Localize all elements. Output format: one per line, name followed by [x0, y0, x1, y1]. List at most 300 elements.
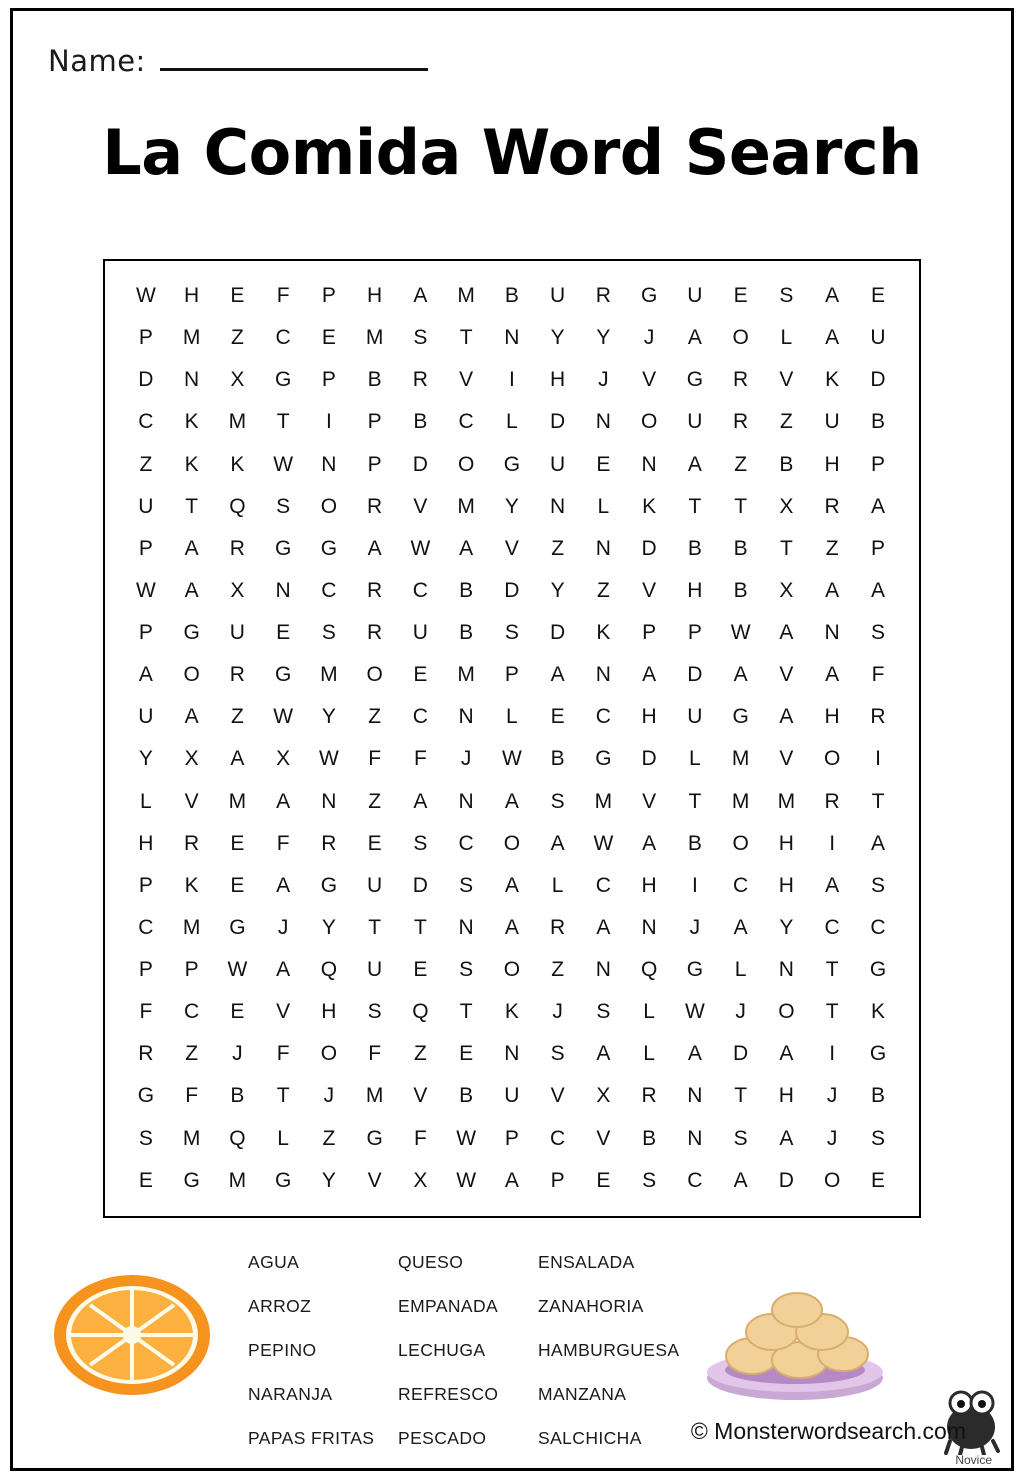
- grid-cell[interactable]: N: [687, 1126, 703, 1150]
- grid-cell[interactable]: A: [642, 663, 657, 687]
- grid-cell[interactable]: O: [503, 958, 521, 982]
- grid-cell[interactable]: Z: [596, 578, 610, 602]
- grid-cell[interactable]: C: [824, 915, 840, 939]
- grid-cell[interactable]: T: [185, 494, 199, 518]
- grid-cell[interactable]: A: [504, 789, 519, 813]
- grid-cell[interactable]: E: [321, 326, 336, 350]
- grid-cell[interactable]: A: [825, 663, 840, 687]
- grid-cell[interactable]: Y: [321, 915, 336, 939]
- grid-cell[interactable]: P: [687, 621, 702, 645]
- grid-cell[interactable]: S: [870, 873, 885, 897]
- grid-cell[interactable]: A: [596, 915, 611, 939]
- grid-cell[interactable]: A: [870, 494, 885, 518]
- grid-cell[interactable]: Y: [138, 747, 153, 771]
- grid-cell[interactable]: J: [826, 1084, 838, 1108]
- grid-cell[interactable]: V: [504, 536, 519, 560]
- grid-cell[interactable]: T: [734, 1084, 748, 1108]
- grid-cell[interactable]: A: [413, 789, 428, 813]
- grid-cell[interactable]: S: [550, 789, 565, 813]
- grid-cell[interactable]: A: [779, 621, 794, 645]
- grid-cell[interactable]: F: [276, 284, 290, 308]
- grid-cell[interactable]: P: [138, 326, 153, 350]
- grid-cell[interactable]: J: [643, 326, 655, 350]
- grid-cell[interactable]: A: [825, 284, 840, 308]
- grid-cell[interactable]: N: [458, 915, 474, 939]
- grid-cell[interactable]: D: [504, 578, 520, 602]
- grid-cell[interactable]: L: [551, 873, 564, 897]
- grid-cell[interactable]: M: [777, 789, 796, 813]
- grid-cell[interactable]: T: [688, 494, 702, 518]
- grid-cell[interactable]: M: [228, 789, 247, 813]
- grid-cell[interactable]: Z: [230, 705, 244, 729]
- grid-cell[interactable]: A: [504, 873, 519, 897]
- grid-cell[interactable]: O: [457, 452, 475, 476]
- grid-cell[interactable]: Q: [412, 1000, 429, 1024]
- grid-cell[interactable]: W: [593, 831, 614, 855]
- grid-cell[interactable]: W: [273, 705, 294, 729]
- grid-cell[interactable]: T: [779, 536, 793, 560]
- grid-cell[interactable]: A: [504, 1168, 519, 1192]
- grid-cell[interactable]: Z: [230, 326, 244, 350]
- grid-cell[interactable]: N: [595, 410, 611, 434]
- grid-cell[interactable]: S: [413, 326, 428, 350]
- grid-cell[interactable]: R: [321, 831, 337, 855]
- grid-cell[interactable]: T: [734, 494, 748, 518]
- grid-cell[interactable]: U: [229, 621, 245, 645]
- grid-cell[interactable]: U: [367, 873, 383, 897]
- grid-cell[interactable]: P: [321, 284, 336, 308]
- grid-cell[interactable]: O: [503, 831, 521, 855]
- grid-cell[interactable]: E: [230, 1000, 245, 1024]
- grid-cell[interactable]: G: [274, 663, 292, 687]
- grid-cell[interactable]: C: [595, 873, 611, 897]
- grid-cell[interactable]: B: [687, 831, 702, 855]
- grid-cell[interactable]: P: [870, 536, 885, 560]
- grid-cell[interactable]: V: [642, 789, 657, 813]
- grid-cell[interactable]: M: [457, 284, 475, 308]
- grid-cell[interactable]: D: [412, 452, 428, 476]
- grid-cell[interactable]: J: [552, 1000, 563, 1024]
- grid-cell[interactable]: V: [367, 1168, 382, 1192]
- grid-cell[interactable]: F: [276, 1042, 290, 1066]
- grid-cell[interactable]: B: [550, 747, 565, 771]
- grid-cell[interactable]: U: [687, 284, 703, 308]
- grid-cell[interactable]: A: [184, 705, 199, 729]
- grid-cell[interactable]: H: [367, 284, 383, 308]
- grid-cell[interactable]: N: [641, 915, 657, 939]
- grid-cell[interactable]: Q: [640, 958, 658, 982]
- grid-cell[interactable]: C: [550, 1126, 566, 1150]
- grid-cell[interactable]: L: [734, 958, 747, 982]
- grid-cell[interactable]: A: [230, 747, 245, 771]
- grid-cell[interactable]: P: [550, 1168, 565, 1192]
- grid-cell[interactable]: P: [138, 873, 153, 897]
- grid-cell[interactable]: L: [689, 747, 701, 771]
- grid-cell[interactable]: O: [732, 326, 749, 350]
- grid-cell[interactable]: W: [456, 1126, 477, 1150]
- grid-cell[interactable]: C: [412, 705, 428, 729]
- grid-cell[interactable]: R: [229, 663, 245, 687]
- grid-cell[interactable]: G: [869, 1042, 887, 1066]
- grid-cell[interactable]: Y: [321, 705, 336, 729]
- grid-cell[interactable]: A: [733, 915, 748, 939]
- grid-cell[interactable]: F: [871, 663, 885, 687]
- grid-cell[interactable]: D: [412, 873, 428, 897]
- grid-cell[interactable]: V: [413, 494, 428, 518]
- grid-cell[interactable]: U: [687, 410, 703, 434]
- grid-cell[interactable]: X: [413, 1168, 428, 1192]
- grid-cell[interactable]: H: [550, 368, 566, 392]
- grid-cell[interactable]: X: [596, 1084, 611, 1108]
- grid-cell[interactable]: E: [413, 663, 428, 687]
- grid-cell[interactable]: W: [135, 578, 156, 602]
- grid-cell[interactable]: F: [368, 747, 382, 771]
- grid-cell[interactable]: N: [595, 663, 611, 687]
- grid-cell[interactable]: G: [137, 1084, 155, 1108]
- grid-cell[interactable]: A: [550, 663, 565, 687]
- grid-cell[interactable]: G: [366, 1126, 383, 1150]
- grid-cell[interactable]: S: [367, 1000, 382, 1024]
- grid-cell[interactable]: O: [320, 1042, 338, 1066]
- grid-cell[interactable]: G: [274, 536, 292, 560]
- grid-cell[interactable]: E: [459, 1042, 474, 1066]
- grid-cell[interactable]: L: [277, 1126, 289, 1150]
- grid-cell[interactable]: J: [277, 915, 289, 939]
- grid-cell[interactable]: C: [458, 831, 474, 855]
- grid-cell[interactable]: K: [596, 621, 611, 645]
- grid-cell[interactable]: A: [779, 1042, 794, 1066]
- grid-cell[interactable]: V: [413, 1084, 428, 1108]
- grid-cell[interactable]: A: [825, 873, 840, 897]
- grid-cell[interactable]: Z: [139, 452, 153, 476]
- grid-cell[interactable]: I: [325, 410, 332, 434]
- grid-cell[interactable]: C: [138, 410, 154, 434]
- grid-cell[interactable]: Z: [734, 452, 748, 476]
- grid-cell[interactable]: M: [182, 326, 201, 350]
- grid-cell[interactable]: A: [367, 536, 382, 560]
- grid-cell[interactable]: E: [733, 284, 748, 308]
- grid-cell[interactable]: V: [779, 368, 794, 392]
- grid-cell[interactable]: Z: [551, 536, 565, 560]
- grid-cell[interactable]: V: [596, 1126, 611, 1150]
- grid-cell[interactable]: N: [504, 326, 520, 350]
- grid-cell[interactable]: T: [459, 326, 473, 350]
- grid-cell[interactable]: C: [184, 1000, 200, 1024]
- grid-cell[interactable]: S: [504, 621, 519, 645]
- grid-cell[interactable]: E: [230, 284, 245, 308]
- grid-cell[interactable]: E: [550, 705, 565, 729]
- grid-cell[interactable]: V: [459, 368, 474, 392]
- grid-cell[interactable]: W: [684, 1000, 705, 1024]
- grid-cell[interactable]: P: [138, 621, 153, 645]
- grid-cell[interactable]: E: [596, 452, 611, 476]
- grid-cell[interactable]: B: [459, 1084, 474, 1108]
- grid-cell[interactable]: N: [595, 958, 611, 982]
- grid-cell[interactable]: Y: [779, 915, 794, 939]
- grid-cell[interactable]: S: [870, 1126, 885, 1150]
- grid-cell[interactable]: V: [642, 578, 657, 602]
- grid-cell[interactable]: M: [457, 494, 475, 518]
- grid-cell[interactable]: D: [138, 368, 154, 392]
- grid-cell[interactable]: P: [138, 958, 153, 982]
- grid-cell[interactable]: Z: [368, 789, 382, 813]
- grid-cell[interactable]: Y: [321, 1168, 336, 1192]
- grid-cell[interactable]: B: [230, 1084, 245, 1108]
- grid-cell[interactable]: F: [413, 747, 427, 771]
- grid-cell[interactable]: O: [183, 663, 200, 687]
- grid-cell[interactable]: V: [779, 747, 794, 771]
- grid-cell[interactable]: G: [274, 1168, 292, 1192]
- grid-cell[interactable]: H: [824, 705, 840, 729]
- grid-cell[interactable]: D: [687, 663, 703, 687]
- grid-cell[interactable]: U: [138, 705, 154, 729]
- grid-cell[interactable]: H: [321, 1000, 337, 1024]
- grid-cell[interactable]: B: [870, 410, 885, 434]
- grid-cell[interactable]: H: [778, 873, 794, 897]
- grid-cell[interactable]: N: [321, 452, 337, 476]
- grid-cell[interactable]: T: [825, 958, 839, 982]
- grid-cell[interactable]: G: [183, 621, 200, 645]
- grid-cell[interactable]: R: [824, 789, 840, 813]
- grid-cell[interactable]: M: [228, 1168, 247, 1192]
- grid-cell[interactable]: R: [595, 284, 611, 308]
- grid-cell[interactable]: A: [733, 663, 748, 687]
- grid-cell[interactable]: U: [824, 410, 840, 434]
- grid-cell[interactable]: L: [140, 789, 152, 813]
- grid-cell[interactable]: E: [230, 873, 245, 897]
- grid-cell[interactable]: B: [367, 368, 382, 392]
- grid-cell[interactable]: H: [641, 873, 657, 897]
- grid-cell[interactable]: U: [504, 1084, 520, 1108]
- grid-cell[interactable]: T: [413, 915, 427, 939]
- grid-cell[interactable]: G: [503, 452, 521, 476]
- grid-cell[interactable]: A: [276, 958, 291, 982]
- grid-cell[interactable]: H: [778, 831, 794, 855]
- grid-cell[interactable]: D: [550, 621, 566, 645]
- grid-cell[interactable]: D: [641, 536, 657, 560]
- grid-cell[interactable]: H: [641, 705, 657, 729]
- grid-cell[interactable]: F: [368, 1042, 382, 1066]
- grid-cell[interactable]: F: [276, 831, 290, 855]
- grid-cell[interactable]: I: [508, 368, 515, 392]
- grid-cell[interactable]: N: [687, 1084, 703, 1108]
- grid-cell[interactable]: O: [778, 1000, 795, 1024]
- grid-cell[interactable]: L: [506, 410, 518, 434]
- grid-cell[interactable]: E: [230, 831, 245, 855]
- grid-cell[interactable]: I: [829, 831, 836, 855]
- grid-cell[interactable]: K: [642, 494, 657, 518]
- grid-cell[interactable]: A: [870, 578, 885, 602]
- grid-cell[interactable]: G: [686, 368, 704, 392]
- grid-cell[interactable]: A: [184, 536, 199, 560]
- grid-cell[interactable]: Y: [596, 326, 611, 350]
- grid-cell[interactable]: A: [687, 452, 702, 476]
- grid-cell[interactable]: R: [367, 578, 383, 602]
- grid-cell[interactable]: A: [870, 831, 885, 855]
- grid-cell[interactable]: A: [779, 705, 794, 729]
- grid-cell[interactable]: J: [689, 915, 701, 939]
- grid-cell[interactable]: N: [458, 789, 474, 813]
- grid-cell[interactable]: H: [778, 1084, 794, 1108]
- grid-cell[interactable]: B: [459, 578, 474, 602]
- grid-cell[interactable]: I: [875, 747, 881, 771]
- grid-cell[interactable]: A: [550, 831, 565, 855]
- grid-cell[interactable]: P: [367, 452, 382, 476]
- grid-cell[interactable]: L: [597, 494, 610, 518]
- grid-cell[interactable]: C: [687, 1168, 703, 1192]
- grid-cell[interactable]: U: [550, 284, 566, 308]
- grid-cell[interactable]: R: [184, 831, 200, 855]
- grid-cell[interactable]: U: [687, 705, 703, 729]
- grid-cell[interactable]: W: [730, 621, 751, 645]
- grid-cell[interactable]: C: [275, 326, 291, 350]
- grid-cell[interactable]: A: [687, 1042, 702, 1066]
- grid-cell[interactable]: R: [641, 1084, 657, 1108]
- name-write-line[interactable]: [160, 67, 428, 71]
- grid-cell[interactable]: B: [779, 452, 794, 476]
- grid-cell[interactable]: T: [688, 789, 702, 813]
- grid-cell[interactable]: Q: [229, 1126, 246, 1150]
- grid-cell[interactable]: J: [598, 368, 609, 392]
- grid-cell[interactable]: N: [504, 1042, 520, 1066]
- grid-cell[interactable]: S: [550, 1042, 565, 1066]
- grid-cell[interactable]: E: [413, 958, 428, 982]
- grid-cell[interactable]: T: [459, 1000, 473, 1024]
- grid-cell[interactable]: C: [321, 578, 337, 602]
- grid-cell[interactable]: Z: [185, 1042, 199, 1066]
- grid-cell[interactable]: C: [595, 705, 611, 729]
- grid-cell[interactable]: P: [870, 452, 885, 476]
- grid-cell[interactable]: K: [184, 452, 199, 476]
- grid-cell[interactable]: U: [138, 494, 154, 518]
- grid-cell[interactable]: Y: [550, 326, 565, 350]
- grid-cell[interactable]: S: [596, 1000, 611, 1024]
- grid-cell[interactable]: D: [550, 410, 566, 434]
- grid-cell[interactable]: B: [642, 1126, 657, 1150]
- grid-cell[interactable]: D: [778, 1168, 794, 1192]
- grid-cell[interactable]: F: [185, 1084, 199, 1108]
- grid-cell[interactable]: A: [779, 1126, 794, 1150]
- grid-cell[interactable]: R: [733, 368, 749, 392]
- grid-cell[interactable]: T: [368, 915, 382, 939]
- grid-cell[interactable]: T: [276, 410, 290, 434]
- grid-cell[interactable]: Z: [368, 705, 382, 729]
- grid-cell[interactable]: Y: [504, 494, 519, 518]
- grid-cell[interactable]: W: [318, 747, 339, 771]
- grid-cell[interactable]: D: [870, 368, 886, 392]
- grid-cell[interactable]: N: [778, 958, 794, 982]
- grid-cell[interactable]: B: [413, 410, 428, 434]
- grid-cell[interactable]: I: [829, 1042, 836, 1066]
- grid-cell[interactable]: A: [687, 326, 702, 350]
- grid-cell[interactable]: B: [459, 621, 474, 645]
- grid-cell[interactable]: U: [870, 326, 886, 350]
- grid-cell[interactable]: X: [779, 578, 794, 602]
- word-search-grid[interactable]: [103, 259, 921, 1218]
- grid-cell[interactable]: P: [138, 536, 153, 560]
- grid-cell[interactable]: G: [595, 747, 612, 771]
- grid-cell[interactable]: T: [871, 789, 885, 813]
- grid-cell[interactable]: A: [276, 789, 291, 813]
- grid-cell[interactable]: V: [779, 663, 794, 687]
- grid-cell[interactable]: J: [460, 747, 472, 771]
- grid-cell[interactable]: H: [687, 578, 703, 602]
- grid-cell[interactable]: W: [273, 452, 294, 476]
- grid-cell[interactable]: M: [365, 1084, 384, 1108]
- grid-cell[interactable]: L: [643, 1042, 655, 1066]
- grid-cell[interactable]: O: [640, 410, 658, 434]
- grid-cell[interactable]: S: [321, 621, 336, 645]
- grid-cell[interactable]: R: [733, 410, 749, 434]
- grid-cell[interactable]: Z: [825, 536, 839, 560]
- grid-cell[interactable]: K: [504, 1000, 519, 1024]
- grid-cell[interactable]: G: [274, 368, 292, 392]
- grid-cell[interactable]: N: [550, 494, 566, 518]
- grid-cell[interactable]: E: [138, 1168, 153, 1192]
- grid-cell[interactable]: Z: [413, 1042, 427, 1066]
- grid-cell[interactable]: L: [506, 705, 518, 729]
- grid-cell[interactable]: B: [504, 284, 519, 308]
- grid-cell[interactable]: M: [320, 663, 338, 687]
- grid-cell[interactable]: E: [276, 621, 291, 645]
- grid-cell[interactable]: S: [413, 831, 428, 855]
- grid-cell[interactable]: J: [323, 1084, 335, 1108]
- grid-cell[interactable]: C: [412, 578, 428, 602]
- grid-cell[interactable]: K: [825, 368, 840, 392]
- grid-cell[interactable]: L: [780, 326, 793, 350]
- grid-cell[interactable]: S: [642, 1168, 657, 1192]
- grid-cell[interactable]: V: [642, 368, 657, 392]
- grid-cell[interactable]: S: [870, 621, 885, 645]
- grid-cell[interactable]: L: [643, 1000, 655, 1024]
- grid-cell[interactable]: M: [731, 789, 750, 813]
- grid-cell[interactable]: A: [184, 578, 199, 602]
- grid-cell[interactable]: J: [232, 1042, 243, 1066]
- grid-cell[interactable]: R: [367, 621, 383, 645]
- grid-cell[interactable]: P: [504, 663, 519, 687]
- grid-cell[interactable]: A: [138, 663, 153, 687]
- grid-cell[interactable]: W: [501, 747, 522, 771]
- grid-cell[interactable]: X: [184, 747, 199, 771]
- grid-cell[interactable]: V: [550, 1084, 565, 1108]
- grid-cell[interactable]: O: [320, 494, 338, 518]
- grid-cell[interactable]: A: [413, 284, 428, 308]
- grid-cell[interactable]: A: [596, 1042, 611, 1066]
- grid-cell[interactable]: M: [182, 915, 201, 939]
- grid-cell[interactable]: C: [138, 915, 154, 939]
- grid-cell[interactable]: O: [732, 831, 749, 855]
- grid-cell[interactable]: S: [459, 958, 474, 982]
- grid-cell[interactable]: M: [182, 1126, 201, 1150]
- grid-cell[interactable]: Z: [779, 410, 793, 434]
- grid-cell[interactable]: A: [825, 578, 840, 602]
- grid-cell[interactable]: G: [320, 536, 338, 560]
- grid-cell[interactable]: P: [642, 621, 657, 645]
- grid-cell[interactable]: X: [276, 747, 291, 771]
- grid-cell[interactable]: A: [825, 326, 840, 350]
- grid-cell[interactable]: B: [687, 536, 702, 560]
- grid-cell[interactable]: M: [731, 747, 750, 771]
- grid-cell[interactable]: G: [686, 958, 704, 982]
- grid-cell[interactable]: I: [691, 873, 698, 897]
- grid-cell[interactable]: G: [229, 915, 246, 939]
- grid-cell[interactable]: P: [184, 958, 199, 982]
- grid-cell[interactable]: E: [870, 1168, 885, 1192]
- grid-cell[interactable]: H: [824, 452, 840, 476]
- grid-cell[interactable]: Z: [322, 1126, 336, 1150]
- grid-cell[interactable]: R: [412, 368, 428, 392]
- grid-cell[interactable]: A: [276, 873, 291, 897]
